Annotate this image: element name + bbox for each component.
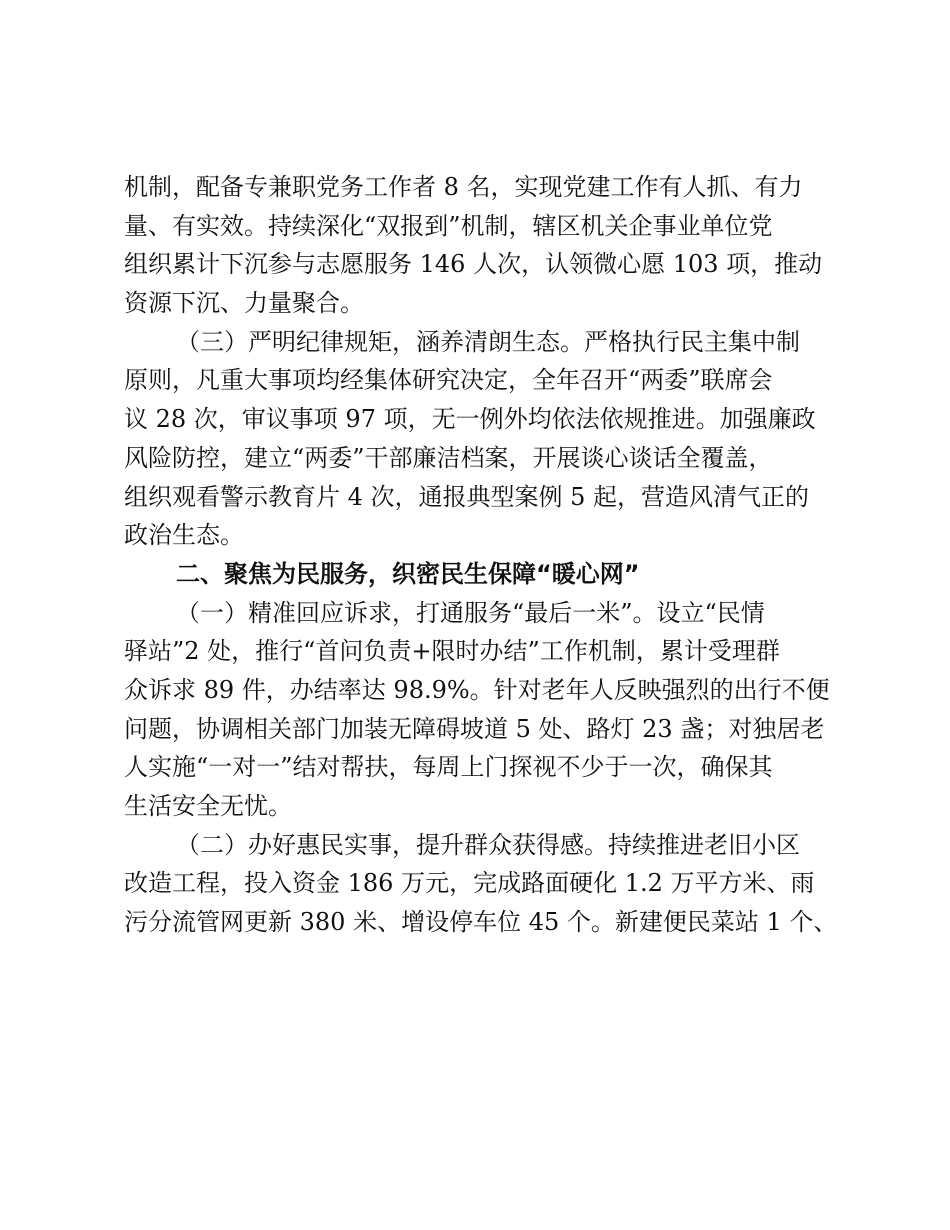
text-line: 原则，凡重大事项均经集体研究决定，全年召开“两委”联席会 [124,366,773,395]
text-line: 生活安全无忧。 [124,792,292,820]
text-line: 人实施“一对一”结对帮扶，每周上门探视不少于一次，确保其 [124,753,773,782]
text-line: 污分流管网更新 380 米、增设停车位 45 个。新建便民菜站 1 个、 [124,908,838,937]
paragraph-start-line: （一）精准回应诉求，打通服务“最后一米”。设立“民情 [176,598,765,627]
paragraph-start-line: （二）办好惠民实事，提升群众获得感。持续推进老旧小区 [176,830,800,859]
text-line: 众诉求 89 件，办结率达 98.9%。针对老年人反映强烈的出行不便 [124,675,830,704]
section-heading: 二、聚焦为民服务，织密民生保障“暖心网” [176,559,640,588]
text-line: 议 28 次，审议事项 97 项，无一例外均依法依规推进。加强廉政 [124,405,816,434]
text-line: 改造工程，投入资金 186 万元，完成路面硬化 1.2 万平方米、雨 [124,869,815,898]
paragraph-start-line: （三）严明纪律规矩，涵养清朗生态。严格执行民主集中制 [176,327,800,356]
text-line: 风险防控，建立“两委”干部廉洁档案，开展谈心谈话全覆盖， [124,443,773,472]
text-line: 量、有实效。持续深化“双报到”机制，辖区机关企事业单位党 [124,211,773,240]
text-line: 问题，协调相关部门加装无障碍坡道 5 处、路灯 23 盏；对独居老 [124,714,825,743]
text-line: 机制，配备专兼职党务工作者 8 名，实现党建工作有人抓、有力 [124,173,803,201]
text-line: 驿站”2 处，推行“首问负责+限时办结”工作机制，累计受理群 [124,637,780,666]
text-line: 资源下沉、力量聚合。 [124,289,364,318]
text-line: 政治生态。 [124,521,244,550]
text-line: 组织观看警示教育片 4 次，通报典型案例 5 起，营造风清气正的 [124,482,810,511]
text-line: 组织累计下沉参与志愿服务 146 人次，认领微心愿 103 项，推动 [124,250,823,279]
document-body [124,168,838,942]
